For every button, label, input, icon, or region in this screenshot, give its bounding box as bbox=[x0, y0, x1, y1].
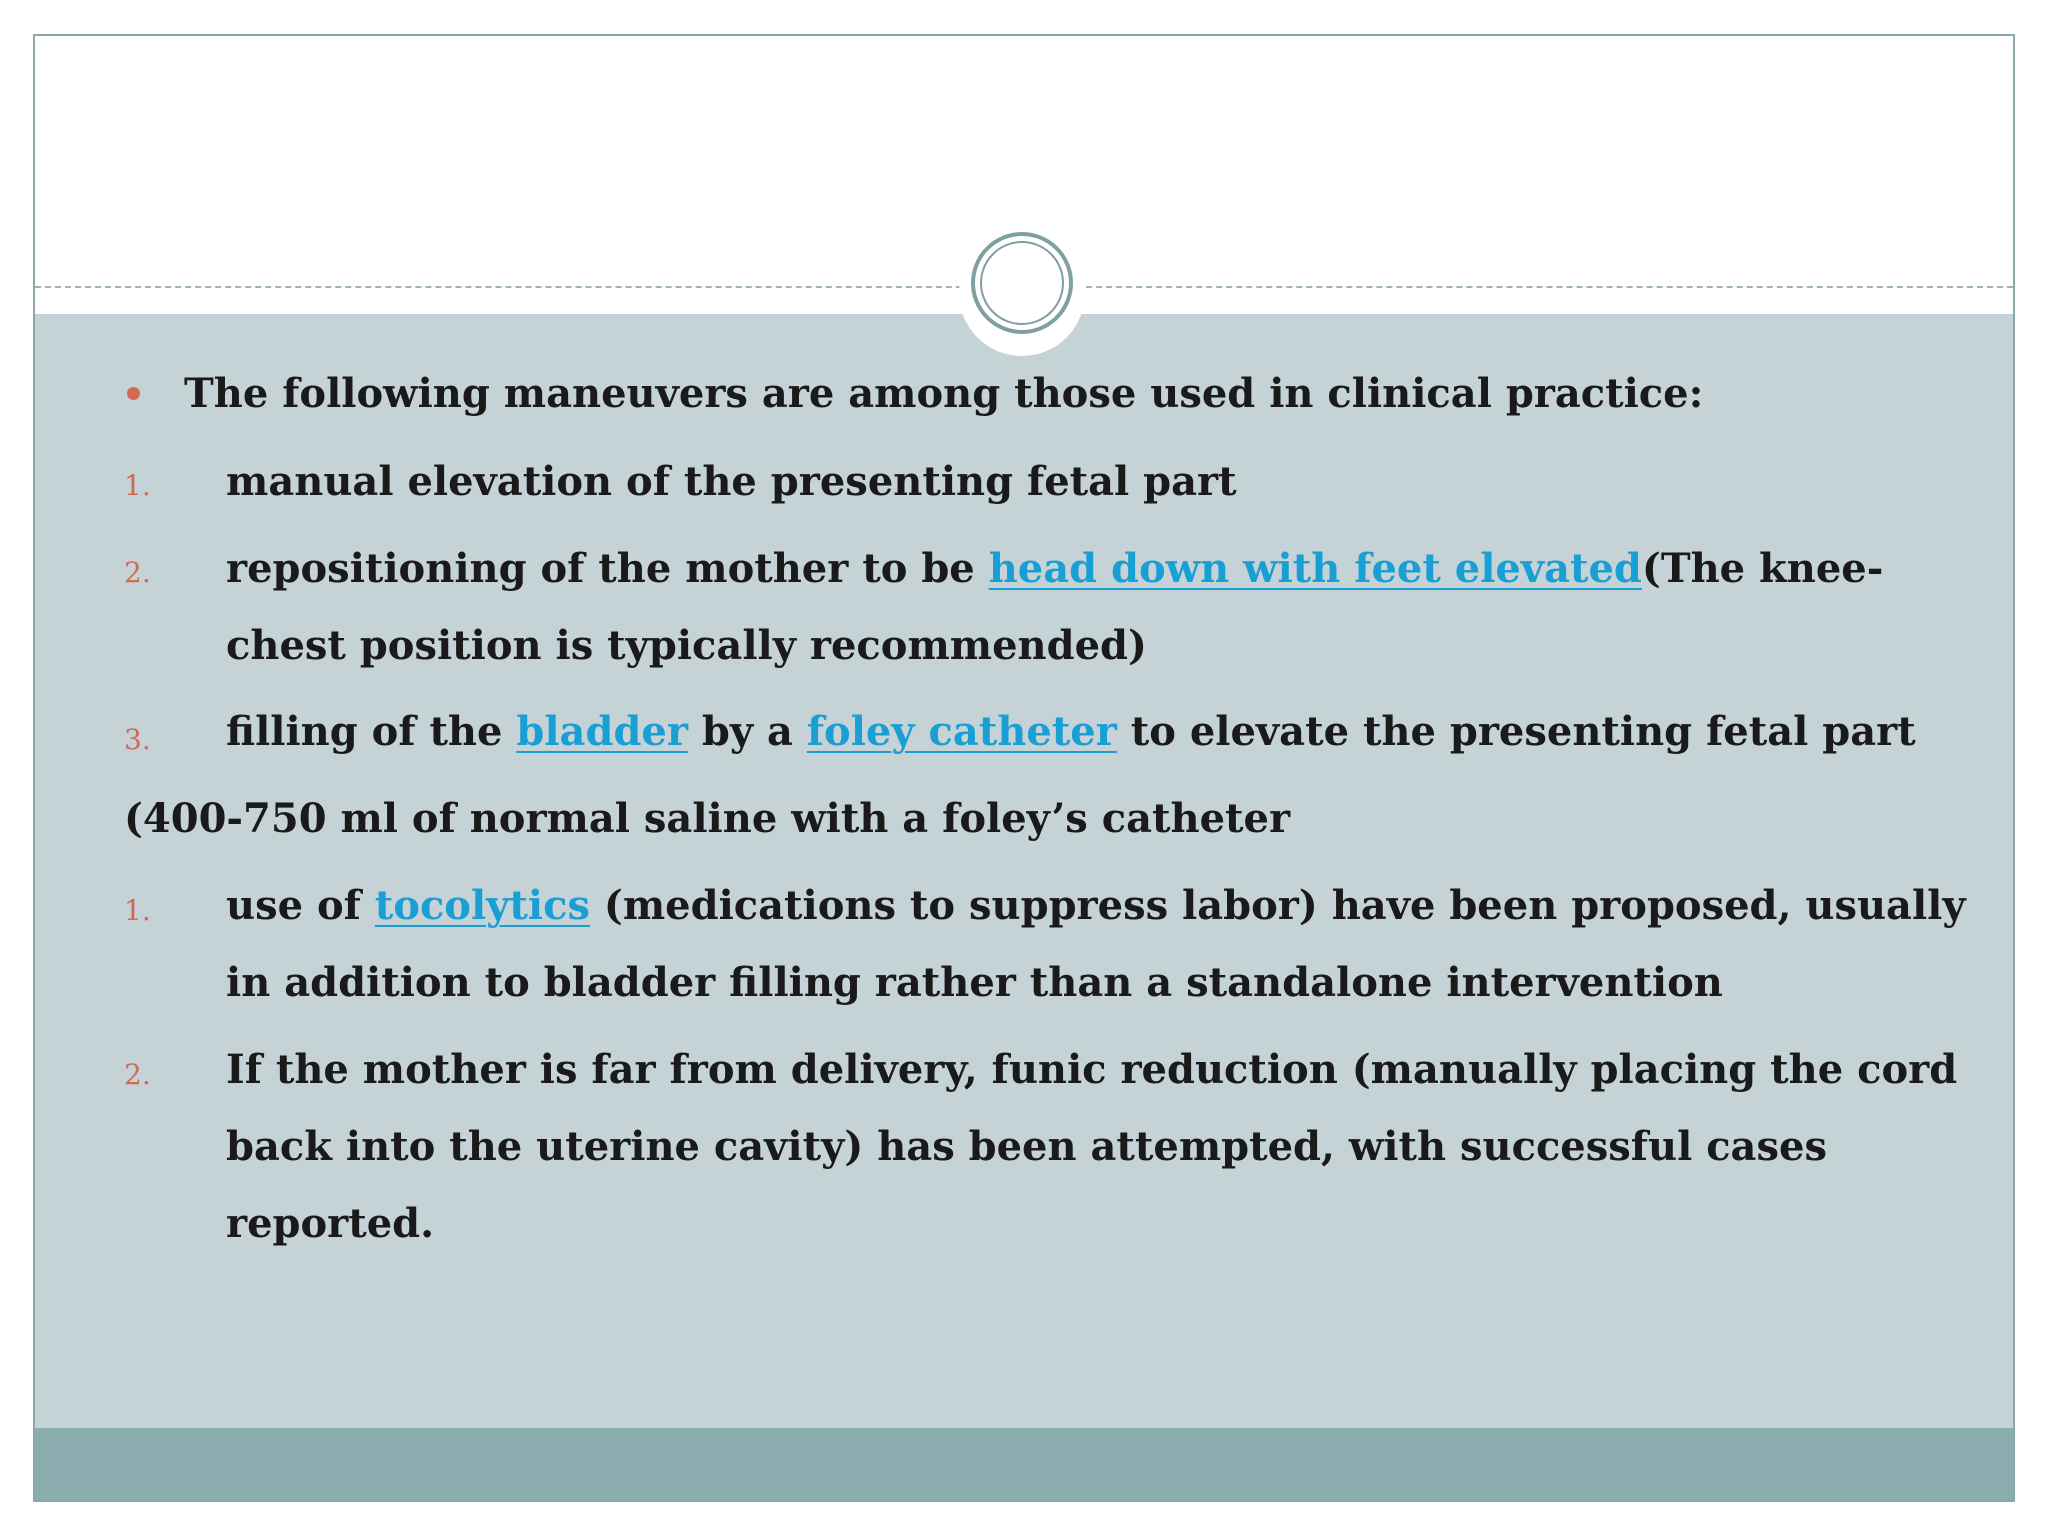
list2-item1-marker: 1. bbox=[124, 894, 151, 927]
tocolytics-link[interactable]: tocolytics bbox=[374, 882, 590, 929]
list1-item2-pre: repositioning of the mother to be bbox=[226, 545, 989, 592]
list1-item1-text: manual elevation of the presenting fetal part bbox=[226, 458, 1237, 505]
bladder-link[interactable]: bladder bbox=[516, 708, 688, 755]
list2-item1-pre: use of bbox=[226, 882, 375, 929]
head-down-feet-elevated-link[interactable]: head down with feet elevated bbox=[988, 545, 1642, 592]
slide-frame bbox=[33, 34, 2015, 1502]
list2-item2-line1: If the mother is far from delivery, funic reduction (manually placing the cord bbox=[226, 1046, 1958, 1093]
list2-item1-line2: in addition to bladder filling rather than a standalone intervention bbox=[226, 959, 1723, 1006]
list1-item2-line2: chest position is typically recommended) bbox=[226, 622, 1147, 669]
list1-item3-marker: 3. bbox=[124, 723, 151, 756]
foley-catheter-link[interactable]: foley catheter bbox=[806, 708, 1117, 755]
saline-note: (400-750 ml of normal saline with a foley’s catheter bbox=[124, 795, 1291, 842]
list2-item1-line1 bbox=[226, 882, 1966, 930]
list1-item2-post: (The knee- bbox=[1641, 545, 1884, 592]
circle-ornament-inner bbox=[980, 241, 1064, 325]
list1-item3-pre: filling of the bbox=[226, 708, 517, 755]
list1-item2-marker: 2. bbox=[124, 556, 151, 589]
intro-text: The following maneuvers are among those used in clinical practice: bbox=[184, 370, 1704, 417]
circle-ornament-icon bbox=[971, 232, 1073, 334]
list2-item2-line3: reported. bbox=[226, 1200, 435, 1247]
list1-item3-post: to elevate the presenting fetal part bbox=[1116, 708, 1916, 755]
list2-item2-line2: back into the uterine cavity) has been attempted, with successful cases bbox=[226, 1123, 1827, 1170]
list2-item2-marker: 2. bbox=[124, 1058, 151, 1091]
list1-item3-mid: by a bbox=[687, 708, 807, 755]
footer-band bbox=[35, 1428, 2013, 1500]
list1-item3-line bbox=[226, 708, 1916, 756]
list1-item1-marker: 1. bbox=[124, 469, 151, 502]
bullet-dot-icon bbox=[127, 387, 140, 400]
list2-item1-post: (medications to suppress labor) have been proposed, usually bbox=[589, 882, 1966, 929]
list1-item2-line1 bbox=[226, 545, 1883, 593]
